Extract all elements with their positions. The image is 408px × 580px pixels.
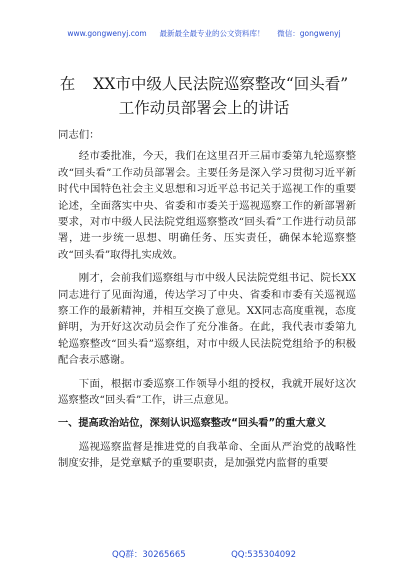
- title-line-1: [40, 72, 368, 96]
- section-heading-1: 一、提高政治站位，深刻认识巡察整改“回头看”的重大意义: [58, 417, 327, 429]
- header-slogan: 最新最全最专业的公文资料库！: [159, 29, 265, 38]
- footer-qq-group: QQ群：30265665: [112, 550, 186, 560]
- document-body: [58, 127, 356, 472]
- paragraph-1: 经市委批准，今天，我们在这里召开三届市委第九轮巡察整改“回头看”工作动员部署会。主要任务是深入学习贯彻习近平新时代中国特色社会主义思想和习近平总书记关于巡视工作的重要论述，全面落实中央、省委和市委关于巡视巡察工作的新部署新要求，对市中级人民法院党组巡察整改“回头看”工作进行动员部署，进一步统一思想、明确任务、压实责任，确保本轮巡察整改“回头看”取得扎实成效。: [58, 150, 356, 261]
- paragraph-2: 刚才，会前我们巡察组与市中级人民法院党组书记、院长XX同志进行了见面沟通，传达学习了中央、省委和市委有关巡视巡察工作的最新精神，并相互交换了意见。XX同志高度重视，态度鲜明，为开好这次动员会作了充分准备。在此，我代表市委第九轮巡察整改“回头看”巡察组，对市中级人民法院党组给予的积极配合表示感谢。: [58, 272, 356, 367]
- title-line-1-text: XX市中级人民法院巡察整改“回头看”: [93, 75, 349, 93]
- paragraph-4: 巡视巡察监督是推进党的自我革命、全面从严治党的战略性制度安排，是党章赋予的重要职责，是加强党内监督的重要: [58, 440, 356, 470]
- document-title: [40, 72, 368, 120]
- title-lead-char: 在: [59, 75, 76, 93]
- page-header: [0, 28, 408, 39]
- greeting: 同志们：: [58, 129, 100, 141]
- title-line-2: 工作动员部署会上的讲话: [118, 99, 290, 117]
- header-site-url[interactable]: www.gongwenyj.com: [67, 29, 147, 38]
- footer-qq: QQ:535304092: [231, 550, 296, 560]
- header-wechat: 微信：gongwenyj: [277, 29, 341, 38]
- page-footer: [0, 548, 408, 560]
- paragraph-3: 下面，根据市委巡察工作领导小组的授权，我就开展好这次巡察整改“回头看”工作，讲三点意见。: [58, 377, 356, 407]
